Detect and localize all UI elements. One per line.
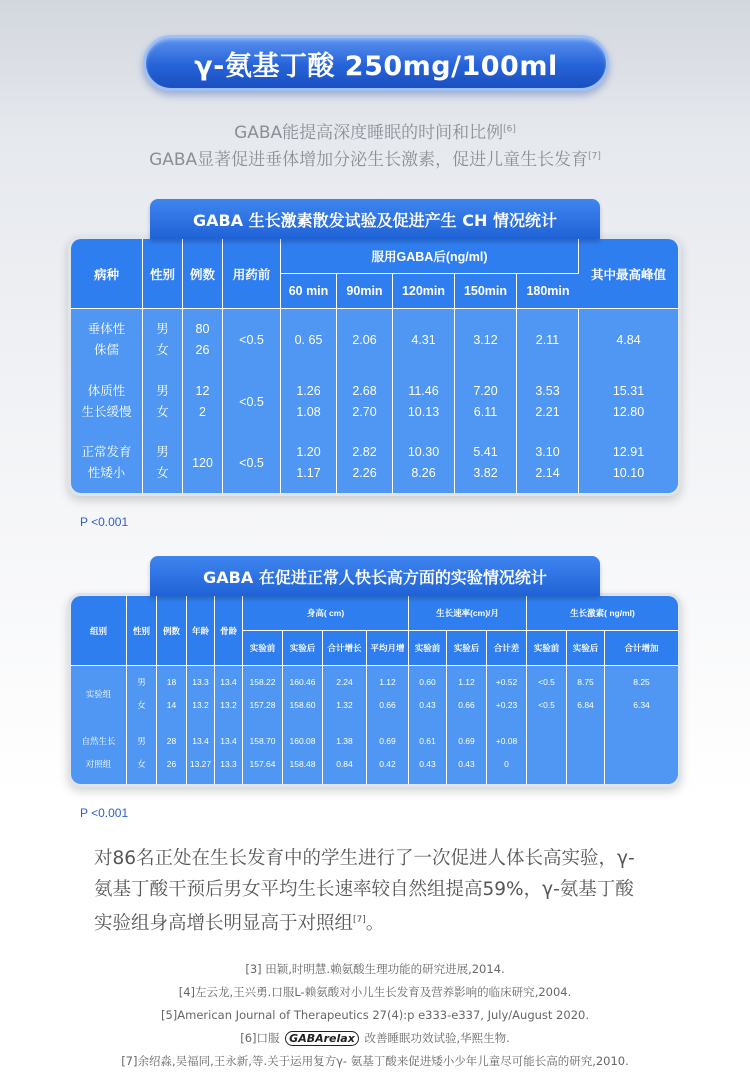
cell-g-total [605,730,678,753]
table2 [71,596,678,784]
paragraph-end: 。 [365,913,385,935]
cell-h-month: 0.66 [379,700,396,710]
header-sub: 实验前 [527,631,567,666]
cell-sex: 女 [156,466,169,480]
reference-prefix: [6]口服 [240,1031,280,1045]
cell-s-diff: +0.23 [495,700,518,710]
paragraph-line [94,905,664,939]
cell-sex: 男 [156,445,169,459]
cell-h-month: 0.42 [379,759,396,769]
reference-item: [5]American Journal of Therapeutics 27(4):p e333-e337, July/August 2020. [161,1008,589,1022]
cell-h-before: 158.70 [249,736,276,746]
cell-group: 对照组 [85,759,112,769]
header-sub: 合计增长 [323,631,367,666]
cell-s-before: 0.61 [419,736,436,746]
cell-peak: 12.80 [612,405,645,419]
header-cases: 例数 [157,596,187,666]
cell-sex: 女 [156,405,169,419]
cell-peak: 12.91 [612,445,645,459]
cell-t120: 10.13 [407,405,440,419]
cell-g-after: 6.84 [577,700,594,710]
cell-t120: 10.30 [407,445,440,459]
cell-s-before: 0.60 [419,677,436,687]
cell-cases: 12 [195,384,210,398]
cell-sex: 女 [137,700,146,710]
cell-cases: 2 [199,405,206,419]
intro-line-2 [0,145,750,170]
references [0,958,750,1073]
cell-t90: 2.70 [352,405,377,419]
table-row [71,722,678,784]
header-sub: 实验后 [567,631,605,666]
cell-cases: 14 [166,700,177,710]
header-sex: 性别 [127,596,157,666]
cell-h-total: 1.32 [336,700,353,710]
table1-title: GABA 生长激素散发试验及促进产生 CH 情况统计 [150,199,600,239]
header-sex: 性别 [143,239,183,309]
reference-item: [4]左云龙,王兴勇.口服L-赖氨酸对小儿生长发育及营养影响的临床研究,2004. [178,985,572,999]
reference-item: [3] 田颖,时明慧.赖氨酸生理功能的研究进展,2014. [245,962,505,976]
header-sub: 合计差 [487,631,527,666]
cell-s-diff: +0.08 [495,736,518,746]
header-after-group: 服用GABA后(ng/ml) [281,239,579,274]
cell-t60: 1.08 [296,405,321,419]
header-sub: 平均月增 [367,631,409,666]
cell-s-diff: 0 [504,759,509,769]
cell-disease: 生长缓慢 [81,405,132,419]
cell-sex: 女 [156,343,169,357]
cell-s-after: 0.43 [458,759,475,769]
cell-h-before: 158.22 [249,677,276,687]
header-sub: 实验后 [283,631,323,666]
cell-t180: 2.21 [535,405,560,419]
cell-g-after [567,730,604,753]
cell-disease: 垂体性 [87,322,126,336]
cell-t90: 2.26 [352,466,377,480]
cell-g-before: <0.5 [538,677,555,687]
header-before: 用药前 [223,239,281,309]
table2-title: GABA 在促进正常人快长高方面的实验情况统计 [150,556,600,596]
cell-t150: 3.82 [473,466,498,480]
table-row [71,666,678,722]
header-sub: 实验后 [447,631,487,666]
cell-t150: 7.20 [473,384,498,398]
table2-card [68,593,681,787]
cell-t90: 2.68 [352,384,377,398]
cell-g-after [567,753,604,776]
cell-bone: 13.2 [220,700,237,710]
cell-peak: 15.31 [612,384,645,398]
cell-sex: 男 [137,677,146,687]
intro-line-1 [0,118,750,143]
cell-g-total [605,753,678,776]
header-disease: 病种 [71,239,143,309]
cell-h-month: 0.69 [379,736,396,746]
cell-disease: 性矮小 [87,466,126,480]
cell-bone: 13.4 [220,736,237,746]
cell-h-after: 158.60 [289,700,316,710]
cell-cases: 26 [166,759,177,769]
intro-line-2-text: GABA显著促进垂体增加分泌生长激素，促进儿童生长发育 [149,150,589,170]
reference-item: [7]余绍淼,吴福同,王永新,等.关于运用复方γ- 氨基丁酸来促进矮小少年儿童尽可能长高的研究,2010. [121,1054,629,1068]
logo-part-b: relax [323,1032,355,1045]
cell-t120: 8.26 [411,466,436,480]
intro-line-2-ref: [7] [588,151,601,162]
cell-h-after: 158.48 [289,759,316,769]
cell-h-total: 2.24 [336,677,353,687]
cell-sex: 男 [156,384,169,398]
header-height: 身高( cm) [243,596,409,631]
table-row [71,433,678,493]
cell-cases: 80 [195,322,210,336]
header-time: 150min [455,274,517,309]
header-sub: 实验前 [243,631,283,666]
cell-s-before: 0.43 [419,700,436,710]
cell-h-total: 1.38 [336,736,353,746]
cell-s-after: 1.12 [458,677,475,687]
header-time: 90min [337,274,393,309]
cell-sex: 男 [156,322,169,336]
header-time: 180min [517,274,579,309]
cell-t120: 4.31 [393,309,455,371]
cell-h-before: 157.28 [249,700,276,710]
cell-group: 自然生长 [81,736,116,746]
table1-card [68,236,681,496]
header-age: 年龄 [187,596,215,666]
header-sub: 实验前 [409,631,447,666]
cell-t90: 2.06 [337,309,393,371]
cell-peak: 4.84 [579,309,678,371]
cell-h-before: 157.64 [249,759,276,769]
header-time: 60 min [281,274,337,309]
header-group: 组别 [71,596,127,666]
cell-sex: 女 [137,759,146,769]
cell-cases: 18 [166,677,177,687]
cell-t60: 1.26 [296,384,321,398]
cell-h-after: 160.46 [289,677,316,687]
cell-disease: 体质性 [87,384,126,398]
cell-g-total: 8.25 [633,677,650,687]
header-time: 120min [393,274,455,309]
logo-part-a: GABA [289,1032,324,1045]
cell-cases: 28 [166,736,177,746]
summary-paragraph [94,843,664,939]
intro-line-1-ref: [6] [503,124,516,135]
cell-h-after: 160.08 [289,736,316,746]
cell-cases: 26 [195,343,210,357]
cell-bone: 13.3 [220,759,237,769]
paragraph-line-text: 实验组身高增长明显高于对照组 [94,913,354,935]
cell-g-after: 8.75 [577,677,594,687]
cell-s-diff: +0.52 [495,677,518,687]
page-title: γ-氨基丁酸 250mg/100ml [143,35,609,91]
cell-g-before: <0.5 [538,700,555,710]
cell-before: <0.5 [223,433,281,493]
cell-disease: 侏儒 [93,343,119,357]
header-bone-age: 骨龄 [215,596,243,666]
cell-h-total: 0.84 [336,759,353,769]
cell-age: 13.3 [192,677,209,687]
cell-age: 13.2 [192,700,209,710]
cell-t180: 2.11 [517,309,579,371]
cell-s-after: 0.66 [458,700,475,710]
header-peak: 其中最高峰值 [579,239,678,309]
gaba-relax-logo [285,1031,359,1046]
cell-s-before: 0.43 [419,759,436,769]
cell-g-before [527,753,566,776]
cell-t180: 2.14 [535,466,560,480]
cell-before: <0.5 [223,309,281,371]
cell-before: <0.5 [223,371,281,433]
table1-p-value: P <0.001 [80,515,129,529]
cell-t60: 1.17 [296,466,321,480]
cell-s-after: 0.69 [458,736,475,746]
cell-g-total: 6.34 [633,700,650,710]
cell-h-month: 1.12 [379,677,396,687]
cell-t150: 5.41 [473,445,498,459]
reference-item [0,1027,750,1050]
paragraph-line: 对86名正处在生长发育中的学生进行了一次促进人体长高实验，γ- [94,848,635,869]
table-row [71,309,678,371]
cell-t180: 3.53 [535,384,560,398]
cell-disease: 正常发育 [81,445,132,459]
cell-sex: 男 [137,736,146,746]
cell-t60: 0. 65 [281,309,337,371]
header-cases: 例数 [183,239,223,309]
cell-age: 13.4 [192,736,209,746]
cell-g-before [527,730,566,753]
reference-suffix: 改善睡眠功效试验,华熙生物. [364,1031,510,1045]
cell-bone: 13.4 [220,677,237,687]
header-sub: 合计增加 [605,631,678,666]
cell-t90: 2.82 [352,445,377,459]
cell-t150: 3.12 [455,309,517,371]
cell-t180: 3.10 [535,445,560,459]
table2-p-value: P <0.001 [80,806,129,820]
cell-cases: 120 [183,433,223,493]
paragraph-line: 氨基丁酸干预后男女平均生长速率较自然组提高59%，γ-氨基丁酸 [94,879,634,900]
cell-t60: 1.20 [296,445,321,459]
cell-t120: 11.46 [408,384,439,398]
intro-line-1-text: GABA能提高深度睡眠的时间和比例 [234,123,504,143]
header-hormone: 生长激素( ng/ml) [527,596,678,631]
header-speed: 生长速率(cm)/月 [409,596,527,631]
cell-t150: 6.11 [473,405,498,419]
cell-peak: 10.10 [612,466,645,480]
table-row [71,371,678,433]
cell-group: 实验组 [71,666,127,722]
table1 [71,239,678,493]
cell-age: 13.27 [189,759,212,769]
paragraph-ref: [7] [353,915,366,925]
